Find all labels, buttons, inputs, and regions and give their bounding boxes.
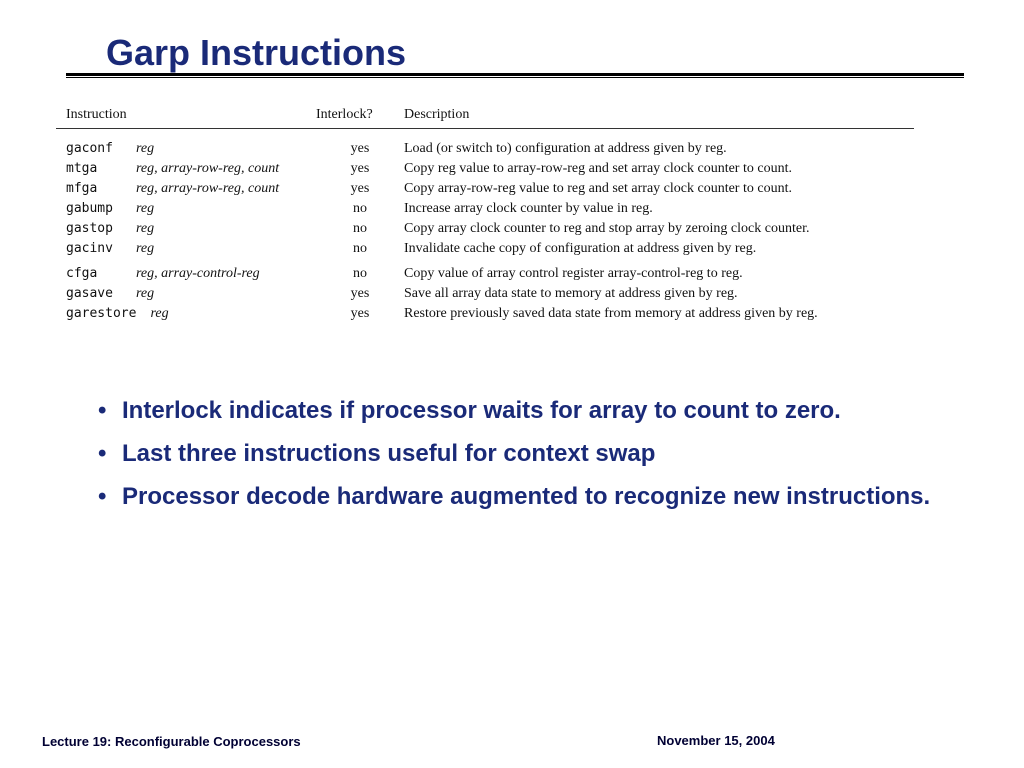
table-row (56, 179, 914, 199)
instruction-args: reg (136, 141, 155, 156)
interlock-cell: yes (350, 306, 370, 321)
description-cell: Load (or switch to) configuration at address given by reg. (404, 141, 727, 156)
table-row (56, 219, 914, 239)
description-cell: Copy reg value to array-row-reg and set array clock counter to count. (404, 161, 792, 176)
instruction-cell (56, 159, 316, 179)
instruction-mnemonic: mtga (66, 161, 98, 176)
instruction-mnemonic: garestore (66, 306, 137, 321)
table-header-row (56, 106, 914, 129)
instruction-cell (56, 304, 316, 324)
description-cell: Copy value of array control register array-control-reg to reg. (404, 266, 743, 281)
slide-title: Garp Instructions (106, 32, 407, 73)
instruction-cell (56, 259, 316, 284)
instruction-args: reg, array-control-reg (136, 266, 260, 281)
footer-lecture-title: Lecture 19: Reconfigurable Coprocessors (42, 734, 301, 749)
instruction-table (56, 106, 914, 324)
interlock-cell: no (353, 241, 367, 256)
description-cell: Copy array-row-reg value to reg and set array clock counter to count. (404, 181, 792, 196)
instruction-cell (56, 179, 316, 199)
instruction-cell (56, 239, 316, 259)
description-cell: Invalidate cache copy of configuration at address given by reg. (404, 241, 757, 256)
instruction-mnemonic: gasave (66, 286, 113, 301)
instruction-args: reg (136, 221, 155, 236)
table-row (56, 159, 914, 179)
instruction-args: reg, array-row-reg, count (136, 181, 280, 196)
instruction-cell (56, 199, 316, 219)
description-cell: Save all array data state to memory at address given by reg. (404, 286, 738, 301)
instruction-args: reg, array-row-reg, count (136, 161, 280, 176)
bullet-item: • Interlock indicates if processor waits for array to count to zero. (96, 396, 996, 425)
bullet-item: • Last three instructions useful for context swap (96, 439, 996, 468)
table-row (56, 129, 914, 160)
bullet-list (96, 396, 996, 525)
description-cell: Copy array clock counter to reg and stop array by zeroing clock counter. (404, 221, 810, 236)
description-cell: Increase array clock counter by value in reg. (404, 201, 653, 216)
interlock-cell: no (353, 221, 367, 236)
table-row (56, 199, 914, 219)
interlock-cell: no (353, 201, 367, 216)
table-row (56, 259, 914, 284)
footer-date: November 15, 2004 (657, 733, 775, 748)
table-row (56, 304, 914, 324)
instruction-args: reg (136, 201, 155, 216)
instruction-cell (56, 284, 316, 304)
interlock-cell: yes (350, 141, 370, 156)
instruction-mnemonic: gaconf (66, 141, 113, 156)
header-description: Description (404, 106, 914, 129)
interlock-cell: yes (350, 181, 370, 196)
instruction-cell (56, 219, 316, 239)
table-row (56, 284, 914, 304)
bullet-item: • Processor decode hardware augmented to recognize new instructions. (96, 482, 996, 511)
header-interlock: Interlock? (316, 106, 404, 129)
instruction-mnemonic: gacinv (66, 241, 113, 256)
instruction-cell (56, 129, 316, 160)
interlock-cell: yes (350, 286, 370, 301)
instruction-args: reg (136, 241, 155, 256)
instruction-args: reg (136, 286, 155, 301)
interlock-cell: yes (350, 161, 370, 176)
instruction-mnemonic: gastop (66, 221, 113, 236)
interlock-cell: no (353, 266, 367, 281)
title-divider (66, 73, 964, 78)
instruction-mnemonic: mfga (66, 181, 98, 196)
header-instruction: Instruction (56, 106, 316, 129)
table-row (56, 239, 914, 259)
instruction-mnemonic: gabump (66, 201, 113, 216)
instruction-mnemonic: cfga (66, 266, 98, 281)
description-cell: Restore previously saved data state from memory at address given by reg. (404, 306, 818, 321)
instruction-args: reg (150, 306, 169, 321)
